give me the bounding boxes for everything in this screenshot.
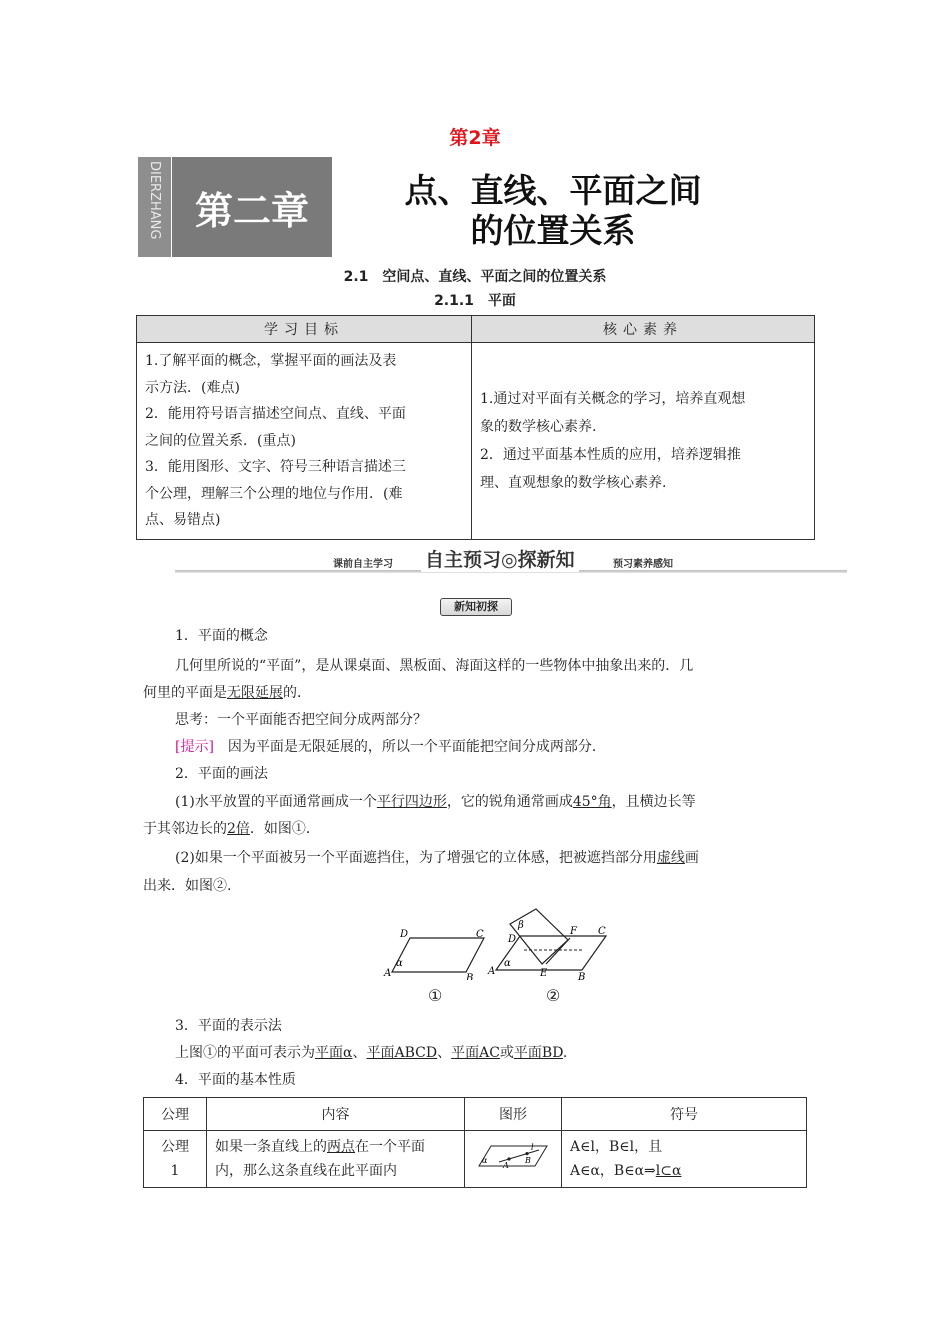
text: 于其邻边长的 xyxy=(143,821,227,837)
label-A: A xyxy=(384,968,392,979)
heading-plane-drawing: 2．平面的画法 xyxy=(175,766,268,782)
literacy-line: 理、直观想象的数学核心素养. xyxy=(480,475,667,491)
banner-side-strip xyxy=(138,157,171,257)
text: 或 xyxy=(499,1045,514,1061)
goals-left-cell xyxy=(137,343,472,540)
goals-header-right: 核心素养 xyxy=(472,316,815,343)
hint-text: 因为平面是无限延展的，所以一个平面能把空间分成两部分． xyxy=(213,739,606,755)
underlined-answer: 45°角 xyxy=(572,794,612,810)
goal-line: 3．能用图形、文字、符号三种语言描述三 xyxy=(145,459,406,476)
figure-2-intersecting-planes xyxy=(486,906,616,984)
figure-1-label: ① xyxy=(428,986,443,1005)
underlined-answer: 平面ABCD xyxy=(366,1045,438,1061)
axiom-name-cell xyxy=(144,1131,207,1188)
text: ．如图①． xyxy=(249,821,320,837)
hint-line xyxy=(175,737,606,757)
axiom-name: 公理 xyxy=(161,1139,189,1155)
goal-line: 2．能用符号语言描述空间点、直线、平面 xyxy=(145,406,406,423)
label-A: A xyxy=(488,966,496,977)
underlined-answer: 两点 xyxy=(327,1139,355,1155)
text: . xyxy=(562,1045,568,1061)
paragraph-line xyxy=(143,683,311,703)
think-question: 思考：一个平面能否把空间分成两部分？ xyxy=(175,712,427,728)
underlined-answer: 平面α xyxy=(315,1045,353,1061)
text: ，且横边长等 xyxy=(611,794,696,810)
underlined-answer: 2倍 xyxy=(227,821,250,837)
text: 、 xyxy=(352,1045,367,1061)
paragraph-line xyxy=(175,792,696,812)
underlined-answer: 平面AC xyxy=(451,1045,500,1061)
paragraph-line: 几何里所说的“平面”，是从课桌面、黑板面、海面这样的一些物体中抽象出来的．几 xyxy=(175,658,694,674)
text: 、 xyxy=(437,1045,452,1061)
text: (1)水平放置的平面通常画成一个 xyxy=(175,794,377,810)
axioms-header: 内容 xyxy=(207,1098,465,1131)
text: 何里的平面是 xyxy=(143,685,227,701)
literacy-line: 1.通过对平面有关概念的学习，培养直观想 xyxy=(480,391,746,407)
goal-line: 个公理，理解三个公理的地位与作用．(难 xyxy=(145,485,403,502)
banner-side-text: DIERZHANG xyxy=(147,161,162,240)
underlined-answer: 虚线 xyxy=(656,850,685,866)
axiom-content-line: 内，那么这条直线在此平面内 xyxy=(215,1163,397,1179)
hint-label: [提示] xyxy=(175,739,214,755)
axiom-content-line xyxy=(215,1135,456,1159)
goal-line: 1.了解平面的概念，掌握平面的画法及表 xyxy=(145,353,397,370)
literacy-line: 2．通过平面基本性质的应用，培养逻辑推 xyxy=(480,447,741,463)
section-bar-right-label: 预习素养感知 xyxy=(613,559,673,570)
goals-header-left: 学习目标 xyxy=(137,316,472,343)
section-bar-left-label: 课前自主学习 xyxy=(333,559,393,570)
figure-2-label: ② xyxy=(546,986,561,1005)
axioms-header: 符号 xyxy=(562,1098,807,1131)
goal-line: 之间的位置关系．(重点) xyxy=(145,432,296,449)
section-bar-title: 自主预习◎探新知 xyxy=(421,545,579,572)
chapter-title-line-2: 的位置关系 xyxy=(470,211,636,250)
parallelogram-shape xyxy=(392,938,484,972)
label-beta: β xyxy=(518,920,524,931)
axiom-symbol-cell xyxy=(562,1131,807,1188)
underlined-answer: l⊂α xyxy=(655,1163,682,1179)
paragraph-line: 出来．如图②. xyxy=(143,878,232,894)
chapter-label: 第2章 xyxy=(449,127,501,149)
heading-plane-notation: 3．平面的表示法 xyxy=(175,1018,282,1034)
figure-3-line-in-plane xyxy=(473,1138,553,1172)
chapter-banner xyxy=(138,157,808,257)
text: (2)如果一个平面被另一个平面遮挡住，为了增强它的立体感，把被遮挡部分用 xyxy=(175,850,657,866)
goal-line: 示方法．(难点) xyxy=(145,379,240,396)
chapter-title-line-1: 点、直线、平面之间 xyxy=(404,171,702,210)
label-F: F xyxy=(570,926,577,937)
axiom-number: 1 xyxy=(170,1163,180,1179)
figure-1-parallelogram xyxy=(380,924,490,980)
new-knowledge-tag: 新知初探 xyxy=(440,598,512,616)
underlined-answer: 平行四边形 xyxy=(376,794,447,810)
point-B xyxy=(525,1152,528,1155)
text: 的． xyxy=(283,685,311,701)
label-D: D xyxy=(400,929,409,940)
label-A: A xyxy=(503,1161,509,1170)
chapter-title xyxy=(378,171,728,251)
axiom-symbol-line xyxy=(570,1159,798,1183)
text: 上图①的平面可表示为 xyxy=(175,1045,315,1061)
axioms-header: 图形 xyxy=(465,1098,562,1131)
label-B: B xyxy=(578,972,586,983)
section-bar xyxy=(175,545,847,577)
section-title: 2.1 空间点、直线、平面之间的位置关系 xyxy=(343,269,607,285)
label-C: C xyxy=(598,926,606,937)
paragraph-line xyxy=(175,1043,567,1063)
text: 在一个平面 xyxy=(355,1139,425,1155)
banner-chapter-tile: 第二章 xyxy=(172,157,332,257)
subsection-title: 2.1.1 平面 xyxy=(434,293,516,309)
label-C: C xyxy=(476,929,484,940)
literacy-line: 象的数学核心素养. xyxy=(480,419,597,435)
intersection-line xyxy=(546,938,570,964)
goals-right-cell xyxy=(472,343,815,540)
heading-plane-properties: 4．平面的基本性质 xyxy=(175,1072,296,1088)
text: A∈α，B∈α⇒ xyxy=(570,1163,656,1179)
label-l: l xyxy=(531,1143,534,1152)
underlined-answer: 无限延展 xyxy=(227,685,283,701)
label-D: D xyxy=(508,934,517,945)
paragraph-line xyxy=(175,848,699,868)
axioms-header: 公理 xyxy=(144,1098,207,1131)
label-alpha: α xyxy=(482,1156,488,1165)
paragraph-line xyxy=(143,819,320,839)
goals-table xyxy=(136,315,815,540)
axiom-content-cell xyxy=(207,1131,465,1188)
axiom-symbol-line: A∈l，B∈l，且 xyxy=(570,1139,663,1155)
text: ，它的锐角通常画成 xyxy=(446,794,573,810)
label-alpha: α xyxy=(504,958,511,969)
plane-shape xyxy=(479,1146,547,1166)
label-E: E xyxy=(540,968,548,979)
label-B: B xyxy=(525,1156,531,1165)
heading-plane-concept: 1．平面的概念 xyxy=(175,628,268,644)
axiom-figure-cell xyxy=(465,1131,562,1188)
axioms-table xyxy=(143,1097,807,1188)
underlined-answer: 平面BD xyxy=(513,1045,563,1061)
label-alpha: α xyxy=(396,958,403,969)
text: 画 xyxy=(684,850,699,866)
label-B: B xyxy=(466,973,474,980)
goal-line: 点、易错点) xyxy=(145,512,221,529)
text: 如果一条直线上的 xyxy=(215,1139,327,1155)
